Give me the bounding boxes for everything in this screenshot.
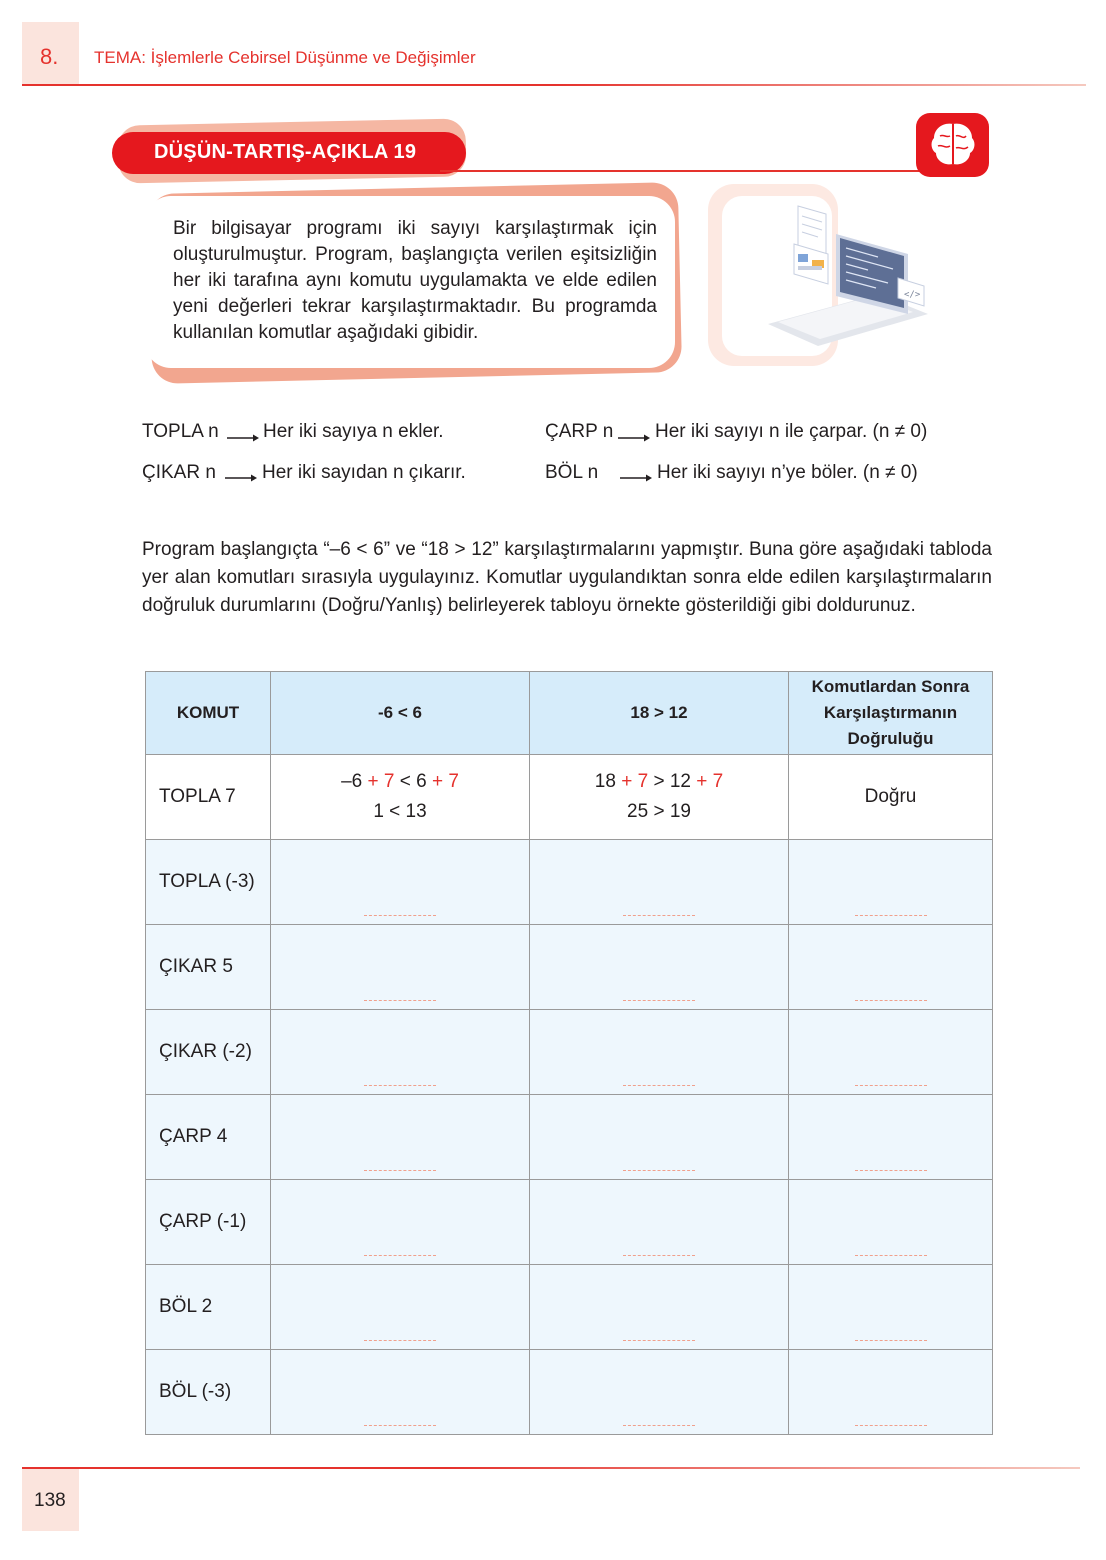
col2-answer-cell[interactable]: [530, 1095, 789, 1180]
row-command: ÇARP 4: [146, 1095, 271, 1180]
table-row: [146, 840, 993, 925]
header-result-line3: Doğruluğu: [847, 729, 934, 748]
result-answer-cell[interactable]: [789, 1265, 993, 1350]
theme-title: TEMA: İşlemlerle Cebirsel Düşünme ve Değişimler: [94, 48, 476, 67]
answer-blank-line: [623, 1425, 695, 1426]
banner-divider: [440, 170, 940, 172]
col2-answer-cell[interactable]: [530, 1265, 789, 1350]
table-row: [146, 1265, 993, 1350]
answer-blank-line: [623, 1340, 695, 1341]
answer-blank-line: [855, 1085, 927, 1086]
activity-title: DÜŞÜN-TARTIŞ-AÇIKLA 19: [112, 132, 466, 174]
example-col1-calc: [271, 755, 530, 840]
answer-blank-line: [623, 915, 695, 916]
intro-text: Bir bilgisayar programı iki sayıyı karşılaştırmak için oluşturulmuştur. Program, başlangıçta verilen eşitsizliğin her iki tarafına aynı komutu uygulamakta ve elde edilen yeni değerleri tekrar karşılaştırmaktadır. Bu programda kullanılan komutlar aşağıdaki gibidir.: [145, 196, 675, 368]
table-row: [146, 1095, 993, 1180]
arrow-icon: [620, 473, 652, 483]
command-desc-carp: Her iki sayıyı n ile çarpar. (n ≠ 0): [655, 421, 928, 442]
arrow-icon: [225, 473, 257, 483]
added-value: + 7: [696, 771, 724, 792]
answer-blank-line: [855, 1255, 927, 1256]
result-answer-cell[interactable]: [789, 840, 993, 925]
example-col2-result: 25 > 19: [627, 801, 691, 822]
header-result-line1: Komutlardan Sonra: [811, 677, 970, 696]
computer-illustration: [708, 184, 940, 366]
operand: > 12: [653, 771, 691, 792]
row-command: ÇARP (-1): [146, 1180, 271, 1265]
unit-number: 8.: [40, 44, 59, 69]
col1-answer-cell[interactable]: [271, 1265, 530, 1350]
added-value: + 7: [367, 771, 395, 792]
example-col2-calc: [530, 755, 789, 840]
answer-blank-line: [364, 1340, 436, 1341]
operand: –6: [341, 771, 363, 792]
result-answer-cell[interactable]: [789, 1010, 993, 1095]
command-name-cikar: ÇIKAR n: [142, 462, 216, 483]
answer-blank-line: [855, 1425, 927, 1426]
arrow-icon: [227, 433, 259, 443]
table-header-row: [146, 672, 993, 755]
answer-blank-line: [623, 1085, 695, 1086]
col1-answer-cell[interactable]: [271, 1010, 530, 1095]
added-value: + 7: [621, 771, 649, 792]
instructions-text: Program başlangıçta “–6 < 6” ve “18 > 12” karşılaştırmalarını yapmıştır. Buna göre aşağıdaki tabloda yer alan komutları sırasıyla uygulayınız. Komutlar uygulandıktan sonra elde edilen karşılaştırmaların doğruluk durumlarını (Doğru/Yanlış) belirleyerek tabloyu örnekte gösterildiği gibi doldurunuz.: [142, 539, 992, 616]
col1-answer-cell[interactable]: [271, 1180, 530, 1265]
col2-answer-cell[interactable]: [530, 1350, 789, 1435]
answer-blank-line: [623, 1255, 695, 1256]
example-answer: Doğru: [789, 755, 993, 840]
col1-answer-cell[interactable]: [271, 1095, 530, 1180]
result-answer-cell[interactable]: [789, 1180, 993, 1265]
answer-blank-line: [855, 1000, 927, 1001]
row-command: TOPLA 7: [146, 755, 271, 840]
result-answer-cell[interactable]: [789, 1350, 993, 1435]
brain-icon-box: [916, 113, 989, 177]
answer-blank-line: [364, 1000, 436, 1001]
col1-answer-cell[interactable]: [271, 925, 530, 1010]
result-answer-cell[interactable]: [789, 1095, 993, 1180]
operand: < 6: [399, 771, 427, 792]
header-col1: -6 < 6: [271, 672, 530, 755]
table-row: [146, 1010, 993, 1095]
row-command: ÇIKAR 5: [146, 925, 271, 1010]
command-name-bol: BÖL n: [545, 462, 599, 483]
command-desc-topla: Her iki sayıya n ekler.: [263, 421, 444, 442]
answer-blank-line: [855, 1170, 927, 1171]
row-command: BÖL 2: [146, 1265, 271, 1350]
table-row-example: [146, 755, 993, 840]
arrow-icon: [618, 433, 650, 443]
header-result: [789, 672, 993, 755]
result-answer-cell[interactable]: [789, 925, 993, 1010]
footer-divider: [22, 1467, 1080, 1469]
answer-blank-line: [623, 1000, 695, 1001]
table-row: [146, 1180, 993, 1265]
table-row: [146, 1350, 993, 1435]
command-desc-cikar: Her iki sayıdan n çıkarır.: [262, 462, 466, 483]
answer-blank-line: [364, 1425, 436, 1426]
col2-answer-cell[interactable]: [530, 925, 789, 1010]
example-col1-result: 1 < 13: [373, 801, 427, 822]
col1-answer-cell[interactable]: [271, 1350, 530, 1435]
page-number: 138: [34, 1490, 66, 1511]
answer-blank-line: [364, 1170, 436, 1171]
svg-text:</>: </>: [904, 290, 921, 300]
col1-answer-cell[interactable]: [271, 840, 530, 925]
header-result-line2: Karşılaştırmanın: [823, 703, 958, 722]
added-value: + 7: [431, 771, 459, 792]
row-command: ÇIKAR (-2): [146, 1010, 271, 1095]
row-command: TOPLA (-3): [146, 840, 271, 925]
command-desc-bol: Her iki sayıyı n’ye böler. (n ≠ 0): [657, 462, 918, 483]
command-name-topla: TOPLA n: [142, 421, 219, 442]
header-command: KOMUT: [146, 672, 271, 755]
col2-answer-cell[interactable]: [530, 1180, 789, 1265]
answer-blank-line: [855, 1340, 927, 1341]
answer-blank-line: [364, 915, 436, 916]
command-name-carp: ÇARP n: [545, 421, 614, 442]
operand: 18: [594, 771, 616, 792]
header-divider: [22, 84, 1086, 86]
col2-answer-cell[interactable]: [530, 1010, 789, 1095]
answer-blank-line: [855, 915, 927, 916]
comparison-table: [145, 671, 993, 1435]
answer-blank-line: [364, 1085, 436, 1086]
example-col1-expression: [271, 767, 529, 797]
brain-icon: [926, 118, 980, 172]
col2-answer-cell[interactable]: [530, 840, 789, 925]
header-col2: 18 > 12: [530, 672, 789, 755]
table-row: [146, 925, 993, 1010]
example-col2-expression: [530, 767, 788, 797]
row-command: BÖL (-3): [146, 1350, 271, 1435]
answer-blank-line: [364, 1255, 436, 1256]
answer-blank-line: [623, 1170, 695, 1171]
